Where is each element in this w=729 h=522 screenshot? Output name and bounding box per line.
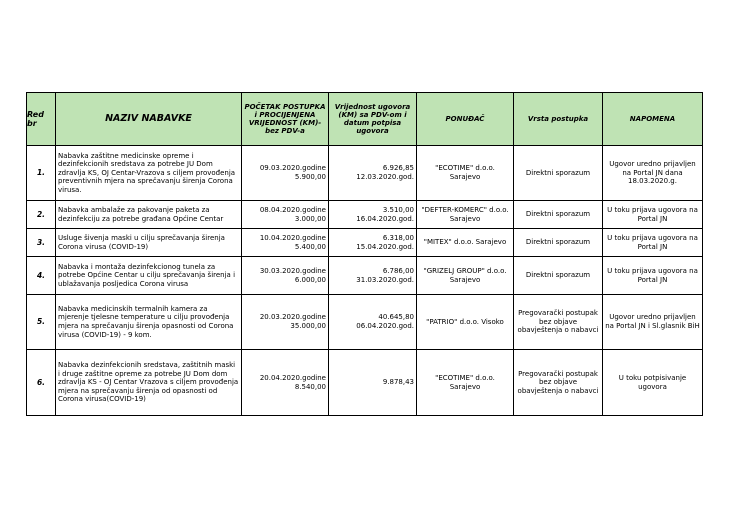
contract-value-cell (329, 229, 417, 257)
contract-date: 06.04.2020.god. (356, 322, 414, 330)
contract-value-cell (329, 295, 417, 350)
estimated-value: 8.540,00 (294, 382, 326, 391)
procedure-start (242, 257, 329, 295)
procedure-start (242, 295, 329, 350)
procedure-type: Direktni sporazum (514, 229, 603, 257)
procurement-table (26, 92, 703, 416)
header-vrijednost-ugovora: Vrijednost ugovora (KM) sa PDV-om i datum potpisa ugovora (329, 93, 417, 146)
estimated-value: 5.400,00 (294, 242, 326, 251)
table-row (27, 146, 703, 201)
start-date: 20.04.2020.godine (259, 373, 326, 382)
header-napomena: NAPOMENA (603, 93, 703, 146)
procedure-type: Direktni sporazum (514, 146, 603, 201)
table-row (27, 229, 703, 257)
estimated-value: 3.000,00 (294, 214, 326, 223)
table-row (27, 257, 703, 295)
procedure-start (242, 350, 329, 416)
table-row (27, 201, 703, 229)
row-number: 1. (27, 146, 56, 201)
note: U toku prijava ugovora na Portal JN (603, 201, 703, 229)
start-date: 08.04.2020.godine (259, 205, 326, 214)
header-red-br: Red br (27, 93, 56, 146)
procedure-start (242, 229, 329, 257)
header-pocetak-postupka: POČETAK POSTUPKA i PROCIJENJENA VRIJEDNOST (KM)-bez PDV-a (242, 93, 329, 146)
procurement-name: Nabavka dezinfekcionih sredstava, zaštitnih maski i druge zaštitne opreme za potrebe JU Dom dom zdravlja KS - OJ Centar Vrazova s ciljem provođenja mjera na sprečavanju širenja od opasnosti od Corona virusa(COVID-19) (56, 350, 242, 416)
note: U toku potpisivanje ugovora (603, 350, 703, 416)
estimated-value: 6.000,00 (294, 275, 326, 284)
header-ponudac: PONUĐAČ (417, 93, 514, 146)
procurement-name: Nabavka ambalaže za pakovanje paketa za dezinfekciju za potrebe građana Općine Centar (56, 201, 242, 229)
estimated-value: 5.900,00 (294, 173, 326, 181)
bidder: "MITEX" d.o.o. Sarajevo (417, 229, 514, 257)
row-number: 6. (27, 350, 56, 416)
procedure-type: Direktni sporazum (514, 257, 603, 295)
contract-date: 31.03.2020.god. (356, 275, 414, 284)
procurement-name: Usluge šivenja maski u cilju sprečavanja širenja Corona virusa (COVID-19) (56, 229, 242, 257)
contract-date: 16.04.2020.god. (356, 214, 414, 223)
header-vrsta-postupka: Vrsta postupka (514, 93, 603, 146)
note: Ugovor uredno prijavljen na Portal JN dana 18.03.2020.g. (603, 146, 703, 201)
contract-value-cell (329, 146, 417, 201)
procurement-name: Nabavka i montaža dezinfekcionog tunela za potrebe Općine Centar u cilju sprečavanja širenja i ublažavanja posljedica Corona virusa (56, 257, 242, 295)
contract-value: 9.878,43 (382, 378, 414, 387)
bidder: "GRIZELJ GROUP" d.o.o. Sarajevo (417, 257, 514, 295)
bidder: "PATRIO" d.o.o. Visoko (417, 295, 514, 350)
start-date: 20.03.2020.godine (259, 313, 326, 322)
bidder: "DEFTER-KOMERC" d.o.o. Sarajevo (417, 201, 514, 229)
contract-value: 3.510,00 (382, 205, 414, 214)
contract-value-cell (329, 201, 417, 229)
contract-date: 12.03.2020.god. (356, 173, 414, 181)
contract-date: 15.04.2020.god. (356, 242, 414, 251)
procedure-start (242, 146, 329, 201)
row-number: 3. (27, 229, 56, 257)
bidder: "ECOTIME" d.o.o. Sarajevo (417, 146, 514, 201)
header-naziv-nabavke: NAZIV NABAVKE (56, 93, 242, 146)
row-number: 4. (27, 257, 56, 295)
contract-value: 40.645,80 (378, 313, 414, 322)
table-row (27, 295, 703, 350)
note: U toku prijava ugovora na Portal JN (603, 257, 703, 295)
contract-value: 6.786,00 (382, 266, 414, 275)
table-row (27, 350, 703, 416)
start-date: 09.03.2020.godine (259, 164, 326, 173)
contract-value-cell (329, 350, 417, 416)
bidder: "ECOTIME" d.o.o. Sarajevo (417, 350, 514, 416)
contract-value: 6.318,00 (382, 233, 414, 242)
row-number: 5. (27, 295, 56, 350)
procurement-name: Nabavka zaštitne medicinske opreme i dezinfekcionih sredstava za potrebe JU Dom zdravlja KS, OJ Centar-Vrazova s ciljem provođenja preventivnih mjera na sprečavanju širenja Corona virusa. (56, 146, 242, 201)
procedure-type: Pregovarački postupak bez objave obavještenja o nabavci (514, 350, 603, 416)
start-date: 30.03.2020.godine (259, 266, 326, 275)
row-number: 2. (27, 201, 56, 229)
procedure-start (242, 201, 329, 229)
note: Ugovor uredno prijavljen na Portal JN i Sl.glasnik BiH (603, 295, 703, 350)
start-date: 10.04.2020.godine (259, 233, 326, 242)
procurement-name: Nabavka medicinskih termalnih kamera za mjerenje tjelesne temperature u cilju provođenja mjera na sprečavanju širenja opasnosti od Corona virusa (COVID-19) - 9 kom. (56, 295, 242, 350)
note: U toku prijava ugovora na Portal JN (603, 229, 703, 257)
contract-value-cell (329, 257, 417, 295)
procedure-type: Direktni sporazum (514, 201, 603, 229)
contract-value: 6.926,85 (382, 164, 414, 173)
procedure-type: Pregovarački postupak bez objave obavještenja o nabavci (514, 295, 603, 350)
table-header-row (27, 93, 703, 146)
estimated-value: 35.000,00 (290, 322, 326, 330)
